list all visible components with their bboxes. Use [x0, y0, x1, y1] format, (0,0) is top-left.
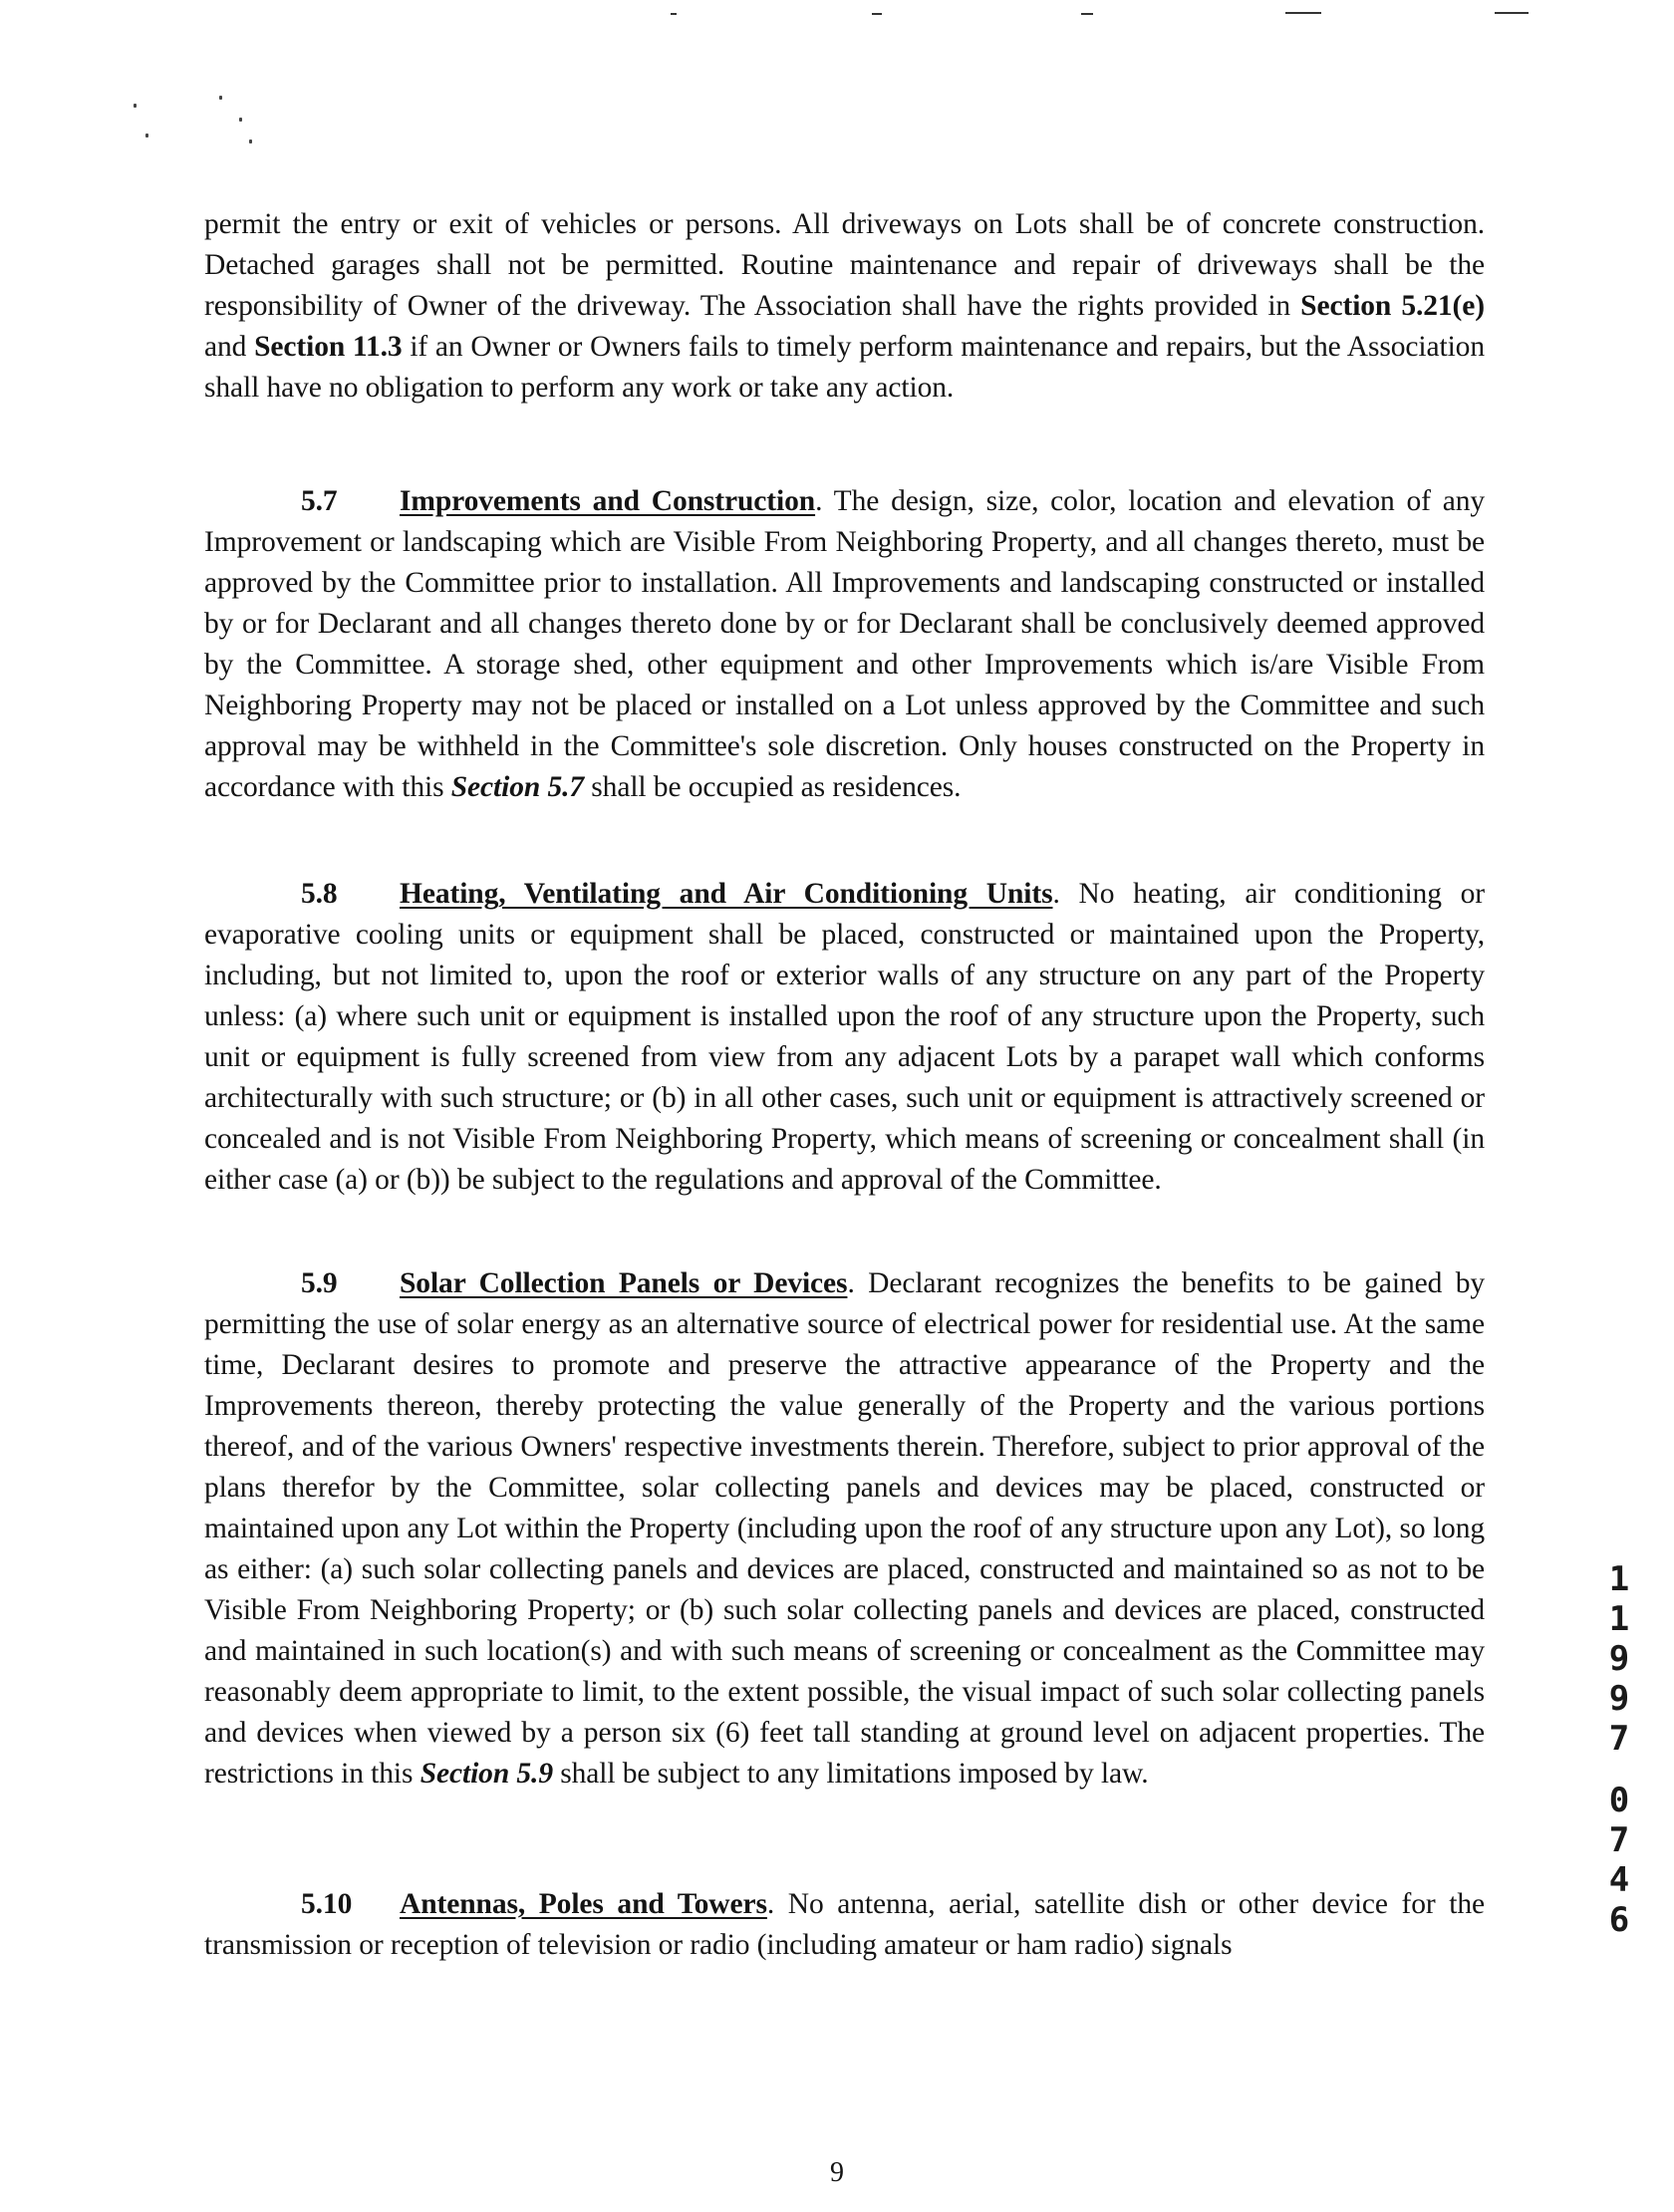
text-run: shall be occupied as residences. [584, 771, 962, 803]
section-reference: Section 5.9 [419, 1758, 553, 1790]
stamp-digit: 6 [1608, 1900, 1630, 1940]
section-5-9 [204, 1263, 1485, 1795]
section-title: Antennas, Poles and Towers [400, 1888, 767, 1920]
stamp-digit: 7 [1608, 1820, 1630, 1860]
section-paragraph [204, 1263, 1485, 1795]
text-run: . The design, size, color, location and elevation of any Improvement or landscaping which are Visible From Neighboring Property, and all changes thereto, must be approved by the Committee prior to installation. All Improvements and landscaping constructed or installed by or for Declarant and all changes thereto done by or for Declarant shall be conclusively deemed approved by the Committee. A storage shed, other equipment and other Improvements which is/are Visible From Neighboring Property may not be placed or installed on a Lot unless approved by the Committee and such approval may be withheld in the Committee's sole discretion. Only houses constructed on the Property in accordance with this [204, 485, 1485, 803]
section-number: 5.8 [301, 878, 338, 910]
section-reference: Section 5.7 [450, 771, 585, 803]
scan-speck [134, 104, 137, 108]
stamp-digit: 9 [1608, 1679, 1630, 1719]
scan-mark [1495, 12, 1529, 14]
section-title: Solar Collection Panels or Devices [400, 1267, 848, 1299]
stamp-digit: 4 [1608, 1860, 1630, 1900]
text-run: permit the entry or exit of vehicles or persons. All driveways on Lots shall be of concrete construction. Detached garages shall not be permitted. Routine maintenance and repair of driveways shall be the responsibility of Owner of the driveway. The Association shall have the rights provided in [204, 208, 1485, 322]
text-run: and [204, 331, 255, 363]
stamp-digit: 0 [1608, 1781, 1630, 1820]
section-number: 5.7 [301, 485, 338, 517]
section-number: 5.10 [301, 1888, 353, 1920]
paragraph-text [204, 204, 1485, 409]
text-run: . No antenna, aerial, satellite dish or other device for the transmission or reception of television or radio (including amateur or ham radio) signals [204, 1888, 1485, 1961]
section-paragraph [204, 481, 1485, 808]
scan-mark [1081, 13, 1093, 15]
section-5-7 [204, 481, 1485, 808]
section-paragraph [204, 1884, 1485, 1966]
section-5-10 [204, 1884, 1485, 1966]
scan-speck [239, 118, 242, 122]
section-number: 5.9 [301, 1267, 338, 1299]
scan-speck [249, 139, 252, 143]
section-reference: Section 5.21(e) [1300, 290, 1485, 322]
scan-speck [145, 134, 148, 138]
text-run: . No heating, air conditioning or evaporative cooling units or equipment shall be placed, constructed or maintained upon the Property, including, but not limited to, upon the roof or exterior walls of any structure on any part of the Property unless: (a) where such unit or equipment is installed upon the roof of any structure upon the Property, such unit or equipment is fully screened from view from any adjacent Lots by a parapet wall which conforms architecturally with such structure; or (b) in all other cases, such unit or equipment is attractively screened or concealed and is not Visible From Neighboring Property, which means of screening or concealment shall (in either case (a) or (b)) be subject to the regulations and approval of the Committee. [204, 878, 1485, 1196]
recording-number-stamp [1599, 1559, 1639, 1940]
text-run: . Declarant recognizes the benefits to be gained by permitting the use of solar energy as an alternative source of electrical power for residential use. At the same time, Declarant desires to promote and preserve the attractive appearance of the Property and the Improvements thereon, thereby protecting the value generally of the Property and the various portions thereof, and of the various Owners' respective investments therein. Therefore, subject to prior approval of the plans therefor by the Committee, solar collecting panels and devices may be placed, constructed or maintained upon any Lot within the Property (including upon the roof of any structure upon any Lot), so long as either: (a) such solar collecting panels and devices are placed, constructed and maintained so as not to be Visible From Neighboring Property; or (b) such solar collecting panels and devices are placed, constructed and maintained in such location(s) and with such means of screening or concealment as the Committee may reasonably deem appropriate to limit, to the extent possible, the visual impact of such solar collecting panels and devices when viewed by a person six (6) feet tall standing at ground level on adjacent properties. The restrictions in this [204, 1267, 1486, 1790]
section-reference: Section 11.3 [254, 331, 403, 363]
text-run: shall be subject to any limitations imposed by law. [552, 1758, 1149, 1790]
section-paragraph [204, 874, 1485, 1201]
scan-mark [671, 13, 677, 15]
section-5-8 [204, 874, 1485, 1201]
stamp-digit: 1 [1608, 1599, 1630, 1639]
scan-mark [872, 13, 882, 15]
stamp-digit: 1 [1608, 1559, 1630, 1599]
scan-speck [219, 96, 222, 100]
stamp-digit: 9 [1608, 1639, 1630, 1679]
text-run: if an Owner or Owners fails to timely perform maintenance and repairs, but the Association shall have no obligation to perform any work or take any action. [204, 331, 1485, 404]
page-number: 9 [830, 2157, 844, 2188]
stamp-gap [1599, 1759, 1639, 1781]
scan-mark [1285, 12, 1321, 14]
stamp-digit: 7 [1608, 1719, 1630, 1759]
paragraph-driveways [204, 204, 1485, 409]
section-title: Improvements and Construction [400, 485, 816, 517]
section-title: Heating, Ventilating and Air Conditioning Units [400, 878, 1053, 910]
